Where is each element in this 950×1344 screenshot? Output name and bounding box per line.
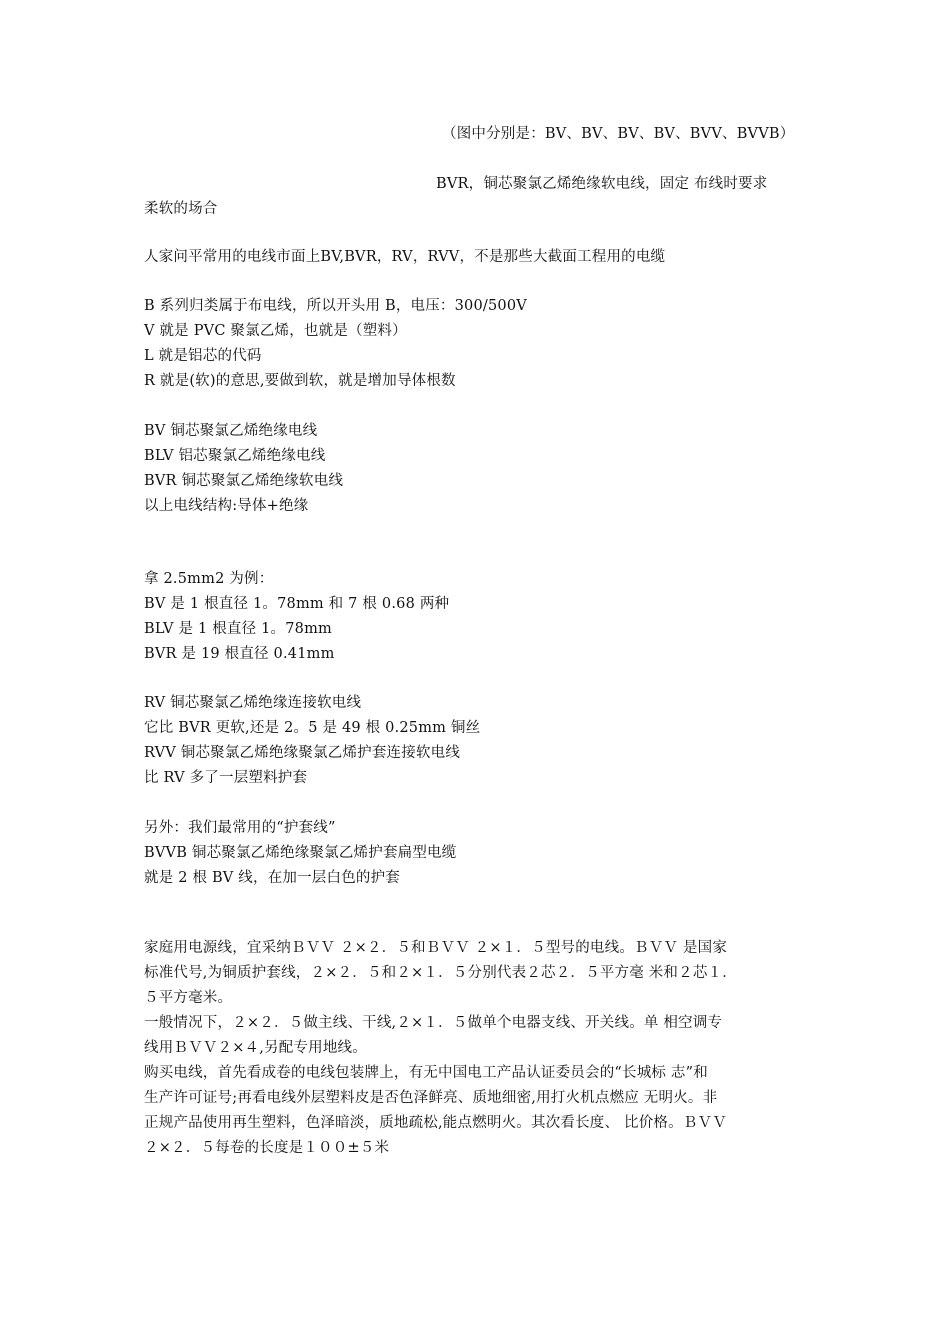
rv-line: 比 RV 多了一层塑料护套 [144, 770, 308, 786]
example-line: BVR 是 19 根直径 0.41mm [144, 646, 335, 662]
definition-line: B 系列归类属于布电线，所以开头用 B，电压：300/500V [144, 298, 527, 314]
rv-line: RV 铜芯聚氯乙烯绝缘连接软电线 [144, 695, 362, 711]
definition-line: R 就是(软)的意思,要做到软，就是增加导体根数 [144, 373, 456, 389]
household-line: ５平方毫米。 [144, 990, 233, 1006]
definition-line: L 就是铝芯的代码 [144, 348, 262, 364]
bvr-description-line-2: 柔软的场合 [144, 201, 218, 217]
household-line: 家庭用电源线，宜采纳ＢＶＶ ２×２．５和ＢＶＶ ２×１．５型号的电线。ＢＶＶ 是国家 [144, 940, 728, 956]
bvr-description-line-1: BVR，铜芯聚氯乙烯绝缘软电线，固定 布线时要求 [436, 176, 768, 192]
household-line: 标准代号,为铜质护套线，２×２．５和２×１．５分别代表２芯２．５平方毫 米和２芯１． [144, 965, 737, 981]
wire-type-line: BLV 铝芯聚氯乙烯绝缘电线 [144, 448, 326, 464]
rv-line: 它比 BVR 更软,还是 2。5 是 49 根 0.25mm 铜丝 [144, 720, 481, 736]
household-line: 一般情况下，２×２．５做主线、干线,２×１．５做单个电器支线、开关线。单 相空调专 [144, 1015, 723, 1031]
bvvb-line: 另外：我们最常用的“护套线” [144, 820, 336, 836]
wire-structure-line: 以上电线结构:导体+绝缘 [144, 498, 309, 514]
definition-line: V 就是 PVC 聚氯乙烯，也就是（塑料） [144, 323, 407, 339]
bvvb-line: 就是 2 根 BV 线，在加一层白色的护套 [144, 870, 400, 886]
household-line: ２×２．５每卷的长度是１００±５米 [144, 1140, 390, 1156]
rv-line: RVV 铜芯聚氯乙烯绝缘聚氯乙烯护套连接软电线 [144, 745, 461, 761]
wire-type-line: BV 铜芯聚氯乙烯绝缘电线 [144, 423, 318, 439]
wire-type-line: BVR 铜芯聚氯乙烯绝缘软电线 [144, 473, 344, 489]
household-line: 生产许可证号;再看电线外层塑料皮是否色泽鲜亮、质地细密,用打火机点燃应 无明火。非 [144, 1090, 718, 1106]
example-line: 拿 2.5mm2 为例： [144, 571, 274, 587]
image-caption: （图中分别是：BV、BV、BV、BV、BVV、BVVB） [442, 126, 795, 142]
bvvb-line: BVVB 铜芯聚氯乙烯绝缘聚氯乙烯护套扁型电缆 [144, 845, 457, 861]
example-line: BV 是 1 根直径 1。78mm 和 7 根 0.68 两种 [144, 596, 450, 612]
example-line: BLV 是 1 根直径 1。78mm [144, 621, 332, 637]
household-line: 线用ＢＶＶ２×４,另配专用地线。 [144, 1040, 367, 1056]
household-line: 购买电线，首先看成卷的电线包装牌上，有无中国电工产品认证委员会的“长城标 志”和 [144, 1065, 708, 1081]
household-line: 正规产品使用再生塑料，色泽暗淡，质地疏松,能点燃明火。其次看长度、 比价格。ＢＶＶ [144, 1115, 727, 1131]
intro-paragraph: 人家问平常用的电线市面上BV,BVR，RV，RVV，不是那些大截面工程用的电缆 [144, 249, 666, 265]
